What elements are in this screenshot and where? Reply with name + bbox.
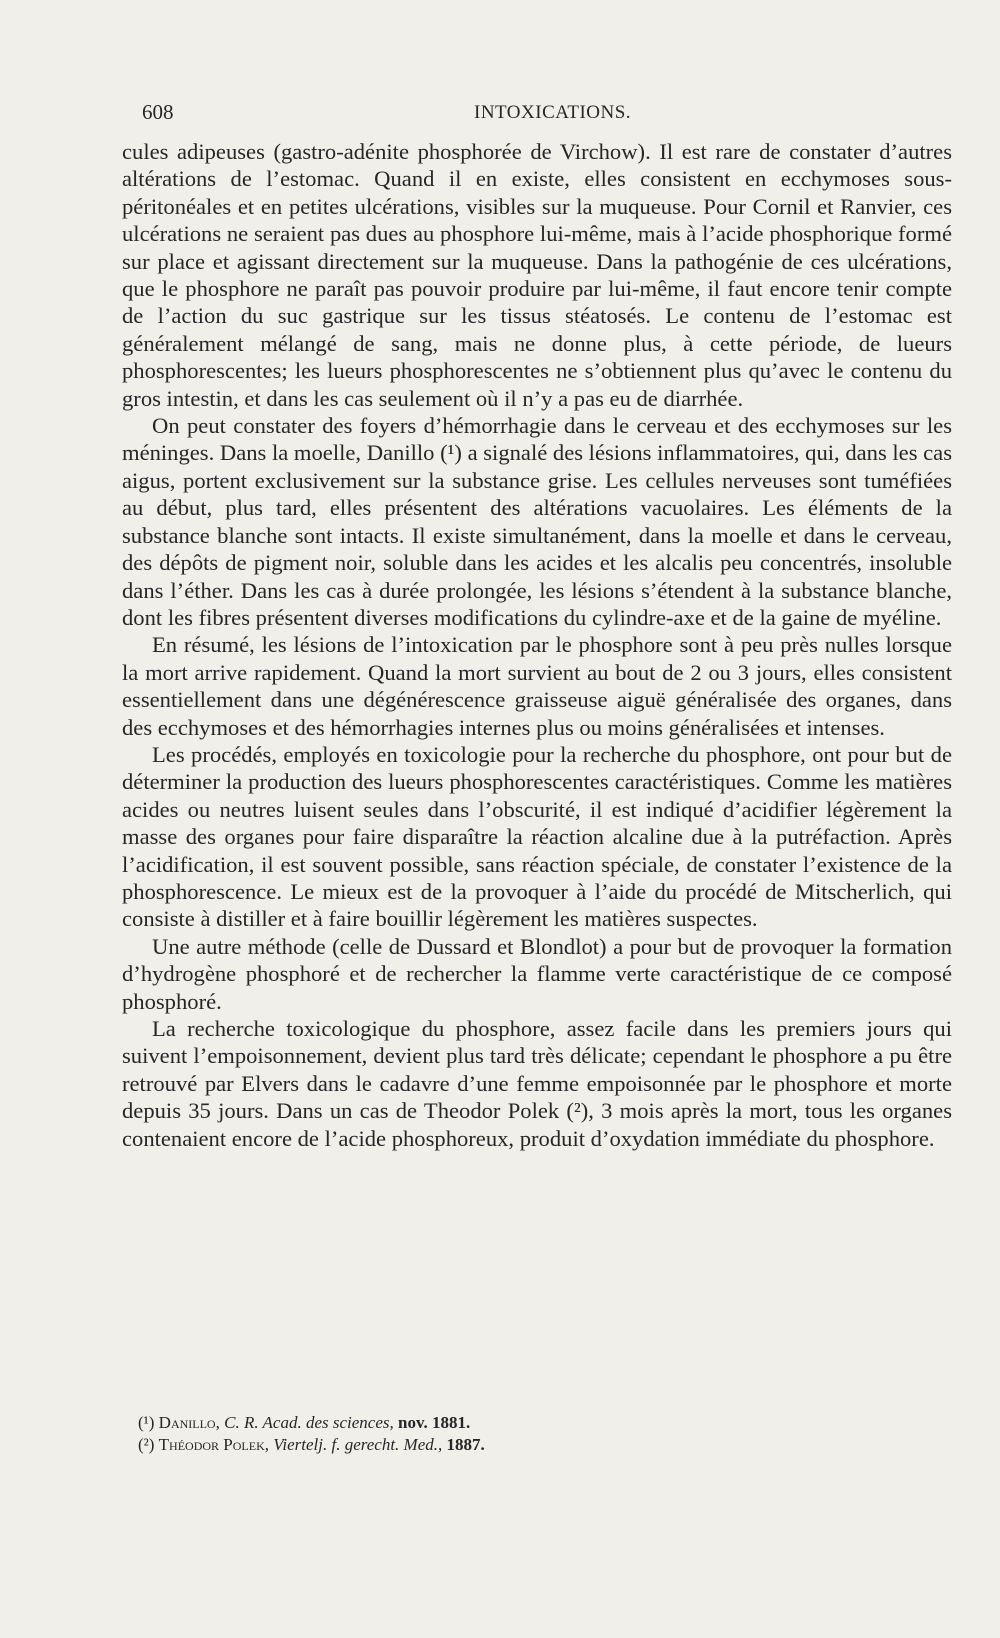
paragraph: En résumé, les lésions de l’intoxication par le phosphore sont à peu près nulles lorsque la mort arrive rapidement. Quand la mort survient au bout de 2 ou 3 jours, elles consistent essentiellement dans une dégénérescence graisseuse aiguë généralisée des organes, dans des ecchymoses et des hémorrhagies internes plus ou moins généralisées et intenses. [122,632,952,740]
footnote-author: Danillo, [158,1413,220,1432]
footnote-mark: (²) [138,1435,155,1454]
footnote-author: Théodor Polek, [158,1435,270,1454]
footnote-date: nov. 1881. [398,1413,471,1432]
paragraph: cules adipeuses (gastro-adénite phosphorée de Virchow). Il est rare de constater d’autres altérations de l’estomac. Quand il en existe, elles consistent en ecchymoses sous-péritonéales et en petites ulcérations, visibles sur la muqueuse. Pour Cornil et Ranvier, ces ulcérations ne seraient pas dues au phosphore lui-même, mais à l’acide phosphorique formé sur place et agissant directement sur la muqueuse. Dans la pathogénie de ces ulcérations, que le phosphore ne paraît pas pouvoir produire par lui-même, il faut encore tenir compte de l’action du suc gastrique sur les tissus stéatosés. Le contenu de l’estomac est généralement mélangé de sang, mais ne donne plus, à cette période, de lueurs phosphorescentes; les lueurs phosphorescentes ne s’obtiennent plus qu’avec le contenu du gros intestin, et dans les cas seulement où il n’y a pas eu de diarrhée. [122,139,952,411]
footnote-source: Viertelj. f. gerecht. Med., [273,1435,443,1454]
footnote-mark: (¹) [138,1413,155,1432]
main-text [122,138,952,1152]
paragraph: Une autre méthode (celle de Dussard et Blondlot) a pour but de provoquer la formation d’hydrogène phosphoré et de rechercher la flamme verte caractéristique de ce composé phosphoré. [122,933,952,1014]
paragraph: On peut constater des foyers d’hémorrhagie dans le cerveau et des ecchymoses sur les méninges. Dans la moelle, Danillo (¹) a signalé des lésions inflammatoires, qui, dans les cas aigus, portent exclusivement sur la substance grise. Les cellules nerveuses sont tuméfiées au début, plus tard, elles présentent des altérations vacuolaires. Les éléments de la substance blanche sont intacts. Il existe simultanément, dans la moelle et dans le cerveau, des dépôts de pigment noir, soluble dans les acides et les alcalis peu concentrés, insoluble dans l’éther. Dans les cas à durée prolongée, les lésions s’étendent à la substance blanche, dont les fibres présentent diverses modifications du cylindre-axe et de la gaine de myéline. [122,413,952,630]
page-number: 608 [142,100,174,124]
footnote-source: C. R. Acad. des sciences, [224,1413,394,1432]
footnotes [138,1412,898,1456]
footnote [138,1412,898,1434]
footnote-date: 1887. [446,1435,485,1454]
footnote [138,1434,898,1456]
paragraph: La recherche toxicologique du phosphore, assez facile dans les premiers jours qui suivent l’empoisonnement, devient plus tard très délicate; cependant le phosphore a pu être retrouvé par Elvers dans le cadavre d’une femme empoisonnée par le phosphore et morte depuis 35 jours. Dans un cas de Theodor Polek (²), 3 mois après la mort, tous les organes contenaient encore de l’acide phosphoreux, produit d’oxydation immédiate du phosphore. [122,1016,952,1151]
paragraph: Les procédés, employés en toxicologie pour la recherche du phosphore, ont pour but de déterminer la production des lueurs phosphorescentes caractéristiques. Comme les matières acides ou neutres luisent seules dans l’obscurité, il est indiqué d’acidifier légèrement la masse des organes pour faire disparaître la réaction alcaline due à la putréfaction. Après l’acidification, il est souvent possible, sans réaction spéciale, de constater l’existence de la phosphorescence. Le mieux est de la provoquer à l’aide du procédé de Mitscherlich, qui consiste à distiller et à faire bouillir légèrement les matières suspectes. [122,741,952,932]
page-header [142,100,902,126]
running-title: INTOXICATIONS. [474,102,632,123]
